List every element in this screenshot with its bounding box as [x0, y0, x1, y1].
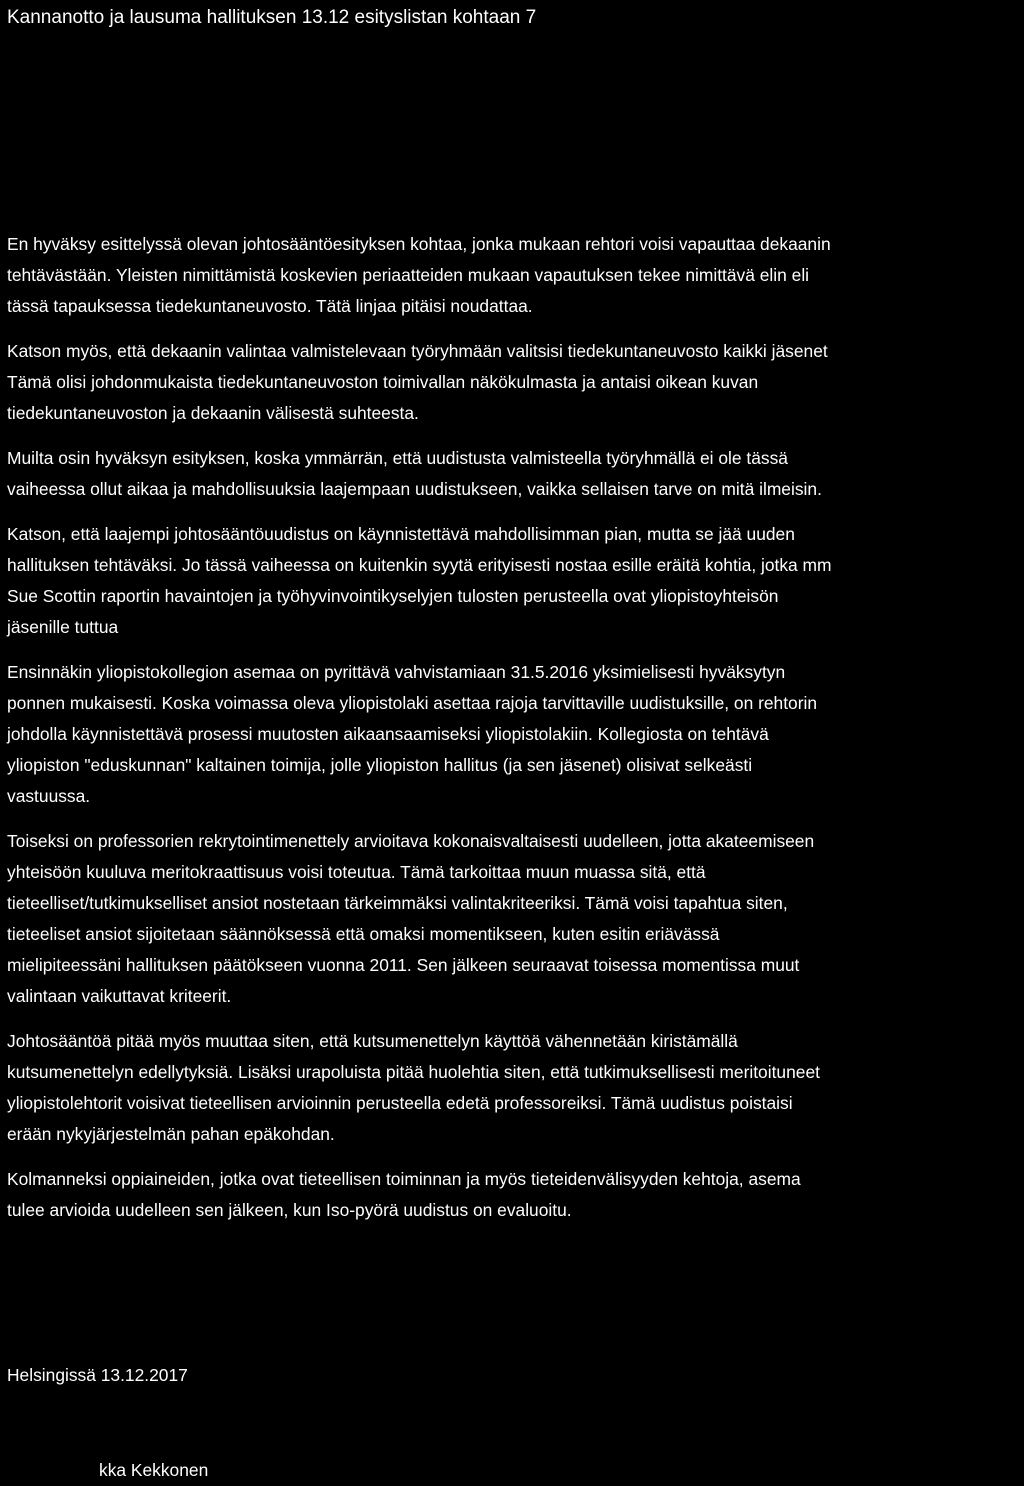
paragraph-6-line-1: Toiseksi on professorien rekrytointimenettely arvioitava kokonaisvaltaisesti uudelleen, jotta akateemiseen [7, 831, 815, 851]
paragraph-5-line-4: yliopiston "eduskunnan" kaltainen toimija, jolle yliopiston hallitus (ja sen jäsenet) olisivat selkeästi [7, 755, 753, 775]
paragraph-3 [7, 443, 1021, 505]
document-title: Kannanotto ja lausuma hallituksen 13.12 esityslistan kohtaan 7 [7, 7, 537, 28]
paragraph-8-line-1: Kolmanneksi oppiaineiden, jotka ovat tieteellisen toiminnan ja myös tieteidenvälisyyden kehtoja, asema [7, 1169, 801, 1189]
paragraph-5-line-5: vastuussa. [7, 786, 91, 806]
paragraph-1-line-1: En hyväksy esittelyssä olevan johtosääntöesityksen kohtaa, jonka mukaan rehtori voisi vapauttaa dekaanin [7, 234, 831, 254]
paragraph-8-line-2: tulee arvioida uudelleen sen jälkeen, kun Iso-pyörä uudistus on evaluoitu. [7, 1200, 572, 1220]
paragraph-3-line-2: vaiheessa ollut aikaa ja mahdollisuuksia laajempaan uudistukseen, vaikka sellaisen tarve on mitä ilmeisin. [7, 479, 822, 499]
paragraph-7-line-3: yliopistolehtorit voisivat tieteellisen arvioinnin perusteella edetä professoreiksi. Tämä uudistus poistaisi [7, 1093, 793, 1113]
paragraph-4-line-4: jäsenille tuttua [7, 617, 119, 637]
paragraph-6 [7, 826, 1021, 1012]
paragraph-4 [7, 519, 1021, 643]
paragraph-6-line-2: yhteisöön kuuluva meritokraattisuus voisi toteutua. Tämä tarkoittaa muun muassa sitä, että [7, 862, 706, 882]
paragraph-2-line-2: Tämä olisi johdonmukaista tiedekuntaneuvoston toimivallan näkökulmasta ja antaisi oikean kuvan [7, 372, 759, 392]
paragraph-4-line-1: Katson, että laajempi johtosääntöuudistus on käynnistettävä mahdollisimman pian, mutta se jää uuden [7, 524, 795, 544]
paragraph-6-line-5: mielipiteessäni hallituksen päätökseen vuonna 2011. Sen jälkeen seuraavat toisessa momentissa muut [7, 955, 800, 975]
paragraph-5-line-2: ponnen mukaisesti. Koska voimassa oleva yliopistolaki asettaa rajoja tarvittaville uudistuksille, on rehtorin [7, 693, 818, 713]
document-body [7, 229, 1021, 1240]
signature-name: kka Kekkonen [99, 1460, 209, 1480]
paragraph-3-line-1: Muilta osin hyväksyn esityksen, koska ymmärrän, että uudistusta valmisteella työryhmällä ei ole tässä [7, 448, 788, 468]
paragraph-8 [7, 1164, 1021, 1226]
paragraph-2 [7, 336, 1021, 429]
place-and-date: Helsingissä 13.12.2017 [7, 1365, 188, 1385]
paragraph-1 [7, 229, 1021, 322]
paragraph-5 [7, 657, 1021, 812]
paragraph-7 [7, 1026, 1021, 1150]
paragraph-1-line-2: tehtävästään. Yleisten nimittämistä koskevien periaatteiden mukaan vapautuksen tekee nimittävä elin eli [7, 265, 810, 285]
paragraph-6-line-3: tieteelliset/tutkimukselliset ansiot nostetaan tärkeimmäksi valintakriteeriksi. Tämä voisi tapahtua siten, [7, 893, 788, 913]
paragraph-4-line-2: hallituksen tehtäväksi. Jo tässä vaiheessa on kuitenkin syytä erityisesti nostaa esille eräitä kohtia, jotka mm [7, 555, 832, 575]
paragraph-7-line-4: erään nykyjärjestelmän pahan epäkohdan. [7, 1124, 335, 1144]
paragraph-6-line-6: valintaan vaikuttavat kriteerit. [7, 986, 232, 1006]
paragraph-5-line-1: Ensinnäkin yliopistokollegion asemaa on pyrittävä vahvistamiaan 31.5.2016 yksimielisesti hyväksytyn [7, 662, 786, 682]
paragraph-6-line-4: tieteeliset ansiot sijoitetaan säännöksessä että omaksi momentikseen, kuten esitin eriävässä [7, 924, 720, 944]
paragraph-2-line-3: tiedekuntaneuvoston ja dekaanin välisestä suhteesta. [7, 403, 419, 423]
paragraph-7-line-1: Johtosääntöä pitää myös muuttaa siten, että kutsumenettelyn käyttöä vähennetään kiristämällä [7, 1031, 738, 1051]
paragraph-2-line-1: Katson myös, että dekaanin valintaa valmistelevaan työryhmään valitsisi tiedekuntaneuvosto kaikki jäsenet [7, 341, 828, 361]
paragraph-1-line-3: tässä tapauksessa tiedekuntaneuvosto. Tätä linjaa pitäisi noudattaa. [7, 296, 533, 316]
paragraph-4-line-3: Sue Scottin raportin havaintojen ja työhyvinvointikyselyjen tulosten perusteella ovat yliopistoyhteisön [7, 586, 779, 606]
paragraph-7-line-2: kutsumenettelyn edellytyksiä. Lisäksi urapoluista pitää huolehtia siten, että tutkimuksellisesti meritoituneet [7, 1062, 820, 1082]
paragraph-5-line-3: johdolla käynnistettävä prosessi muutosten aikaansaamiseksi yliopistolakiin. Kollegiosta on tehtävä [7, 724, 769, 744]
